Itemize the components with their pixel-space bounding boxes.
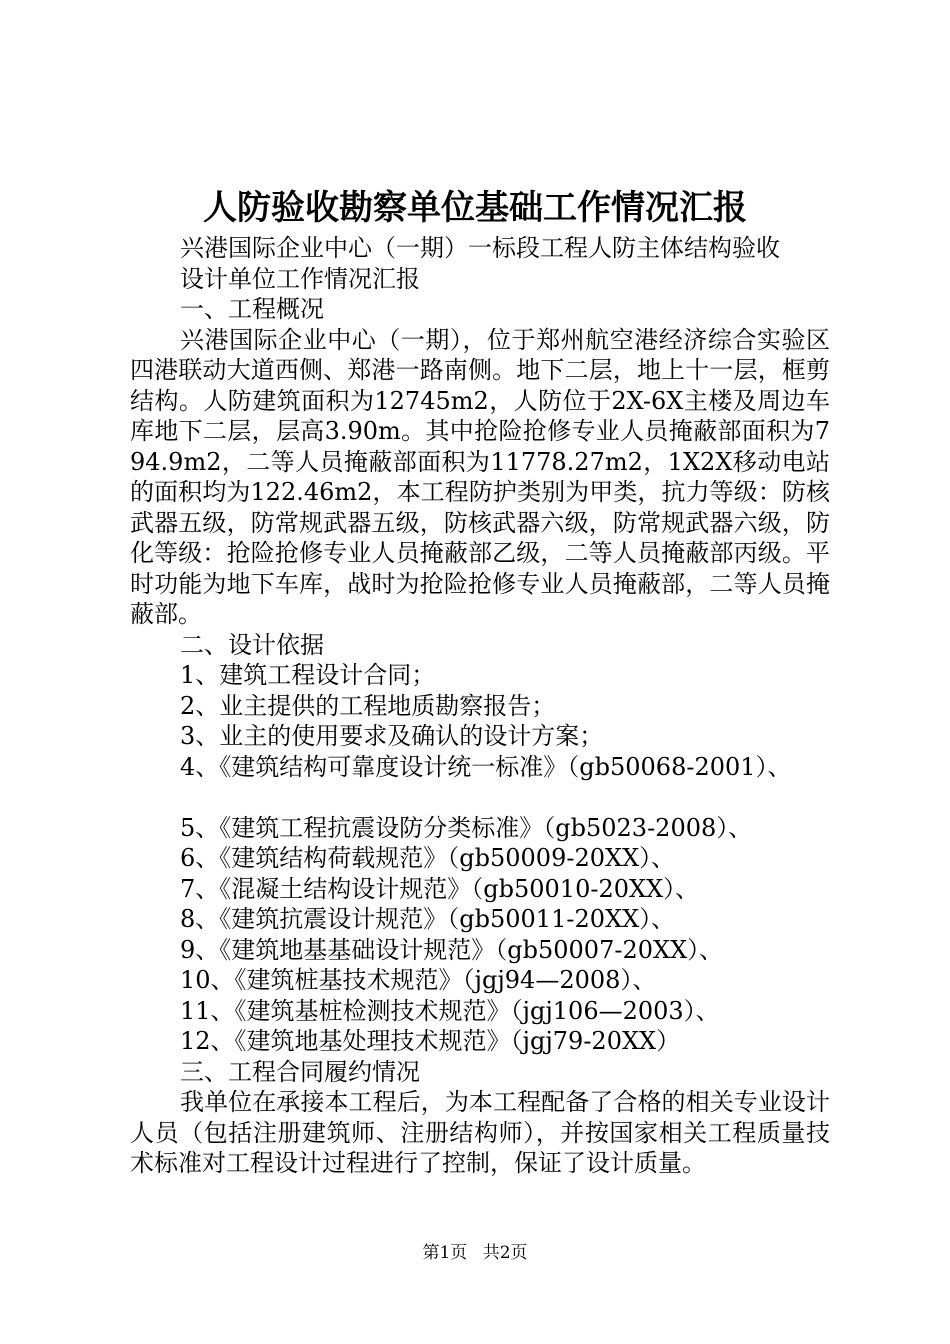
- subtitle-line-1: 兴港国际企业中心（一期）一标段工程人防主体结构验收: [180, 234, 780, 262]
- subtitle-line-2: 设计单位工作情况汇报: [180, 264, 420, 293]
- basis-item: 11、《建筑基桩检测技术规范》（jgj106—2003）、: [180, 996, 720, 1025]
- contract-paragraph: 我单位在承接本工程后，为本工程配备了合格的相关专业设计人员（包括注册建筑师、注册结构师），并按国家相关工程质量技术标准对工程设计过程进行了控制，保证了设计质量。: [130, 1088, 830, 1177]
- document-body: [130, 233, 830, 1179]
- basis-item: 10、《建筑桩基技术规范》（jgj94—2008）、: [180, 966, 657, 994]
- basis-item: 12、《建筑地基处理技术规范》（jgj79-20XX）: [180, 1027, 681, 1055]
- basis-item: 1、建筑工程设计合同；: [180, 661, 436, 689]
- section-heading-design-basis: 二、设计依据: [180, 630, 324, 659]
- page-number: 第1页: [422, 1243, 468, 1263]
- basis-item: 8、《建筑抗震设计规范》（gb50011-20XX）、: [180, 905, 676, 933]
- blank-line: [130, 782, 830, 813]
- basis-item: 4、《建筑结构可靠度设计统一标准》（gb50068-2001）、: [180, 752, 792, 781]
- overview-paragraph: 兴港国际企业中心（一期），位于郑州航空港经济综合实验区四港联动大道西侧、郑港一路南侧。地下二层，地上十一层，框剪结构。人防建筑面积为12745m2，人防位于2X-6X主楼及周边车库地下二层，层高3.90m。其中抢险抢修专业人员掩蔽部面积为794.9m2，二等人员掩蔽部面积为11778.27m2，1X2X移动电站的面积均为122.46m2，本工程防护类别为甲类，抗力等级：防核武器五级，防常规武器五级，防核武器六级，防常规武器六级，防化等级：抢险抢修专业人员掩蔽部乙级，二等人员掩蔽部丙级。平时功能为地下车库，战时为抢险抢修专业人员掩蔽部，二等人员掩蔽部。: [130, 325, 830, 628]
- basis-item: 5、《建筑工程抗震设防分类标准》（gb5023-2008）、: [180, 813, 753, 842]
- document-title: 人防验收勘察单位基础工作情况汇报: [203, 188, 747, 228]
- section-heading-contract: 三、工程合同履约情况: [180, 1057, 420, 1086]
- basis-item: 6、《建筑结构荷载规范》（gb50009-20XX）、: [180, 844, 676, 872]
- section-heading-overview: 一、工程概况: [180, 295, 324, 323]
- basis-item: 2、业主提供的工程地质勘察报告；: [180, 691, 556, 720]
- page-footer: [0, 1241, 950, 1265]
- basis-item: 9、《建筑地基基础设计规范》（gb50007-20XX）、: [180, 935, 724, 964]
- basis-item: 7、《混凝土结构设计规范》（gb50010-20XX）、: [180, 874, 700, 903]
- basis-item: 3、业主的使用要求及确认的设计方案；: [180, 722, 604, 750]
- page-total: 共2页: [482, 1243, 528, 1263]
